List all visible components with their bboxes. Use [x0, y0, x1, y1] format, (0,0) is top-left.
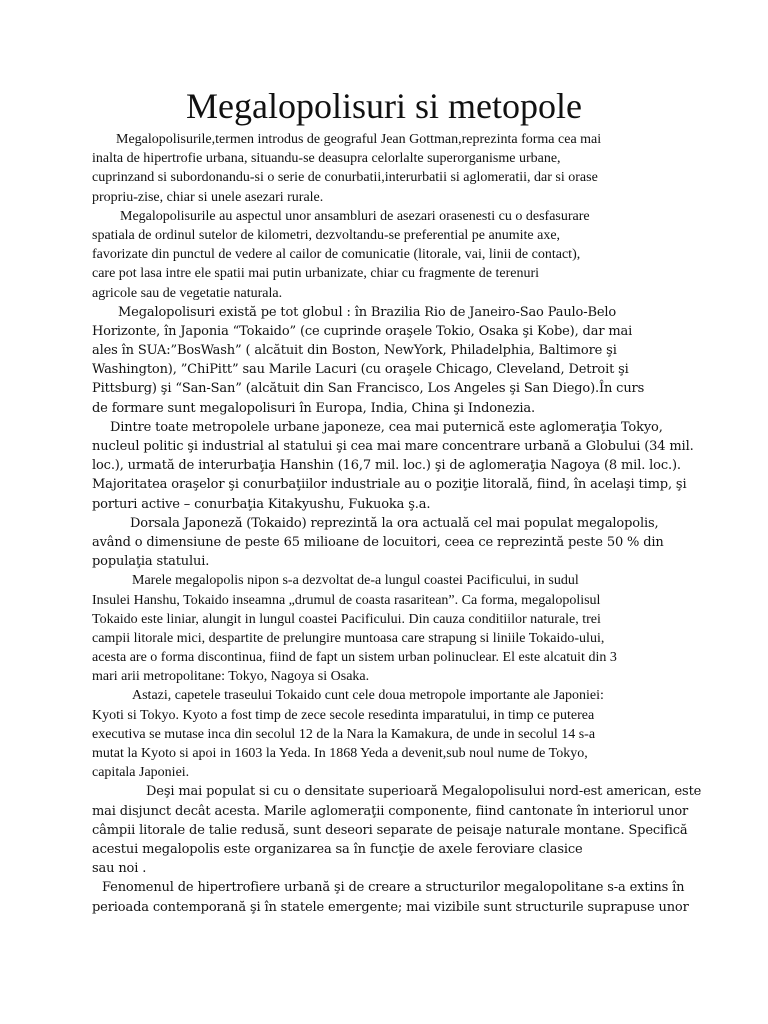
text-line: Kyoti si Tokyo. Kyoto a fost timp de zece secole resedinta imparatului, in timp ce puterea — [92, 707, 595, 723]
text-line: Dorsala Japoneză (Tokaido) reprezintă la ora actuală cel mai populat megalopolis, — [130, 515, 659, 531]
text-line: Deşi mai populat si cu o densitate superioară Megalopolisului nord-est american, este — [146, 784, 702, 800]
text-line: Tokaido este liniar, alungit in lungul coastei Pacificului. Din cauza conditiilor naturale, trei — [92, 611, 601, 627]
text-line: perioada contemporană şi în statele emergente; mai vizibile sunt structurile suprapuse unor — [92, 899, 689, 915]
text-line: având o dimensiune de peste 65 milioane de locuitori, ceea ce reprezintă peste 50 % din — [92, 534, 664, 550]
text-line: spatiala de ordinul sutelor de kilometri, dezvoltandu-se preferential pe anumite axe, — [92, 227, 561, 243]
text-line: nucleul politic şi industrial al statului şi cea mai mare concentrare urbană a Globului (34 mil. — [92, 439, 694, 454]
text-line: populaţia statului. — [92, 554, 210, 570]
text-line: Insulei Hanshu, Tokaido inseamna „drumul de coasta rasaritean”. Ca forma, megalopolisul — [92, 592, 601, 608]
text-line: acestui megalopolis este organizarea sa în funcţie de axele feroviare clasice — [92, 841, 583, 857]
text-line: Washington), ”ChiPitt” sau Marile Lacuri (cu oraşele Chicago, Cleveland, Detroit şi — [92, 362, 629, 378]
text-line: Megalopolisurile au aspectul unor ansambluri de asezari orasenesti cu o desfasurare — [120, 208, 590, 224]
text-line: de formare sunt megalopolisuri în Europa, India, China şi Indonezia. — [92, 400, 535, 416]
document-body — [92, 130, 702, 917]
text-line: inalta de hipertrofie urbana, situandu-se deasupra celorlalte superorganisme urbane, — [92, 151, 561, 167]
text-line: Pittsburg) şi “San-San” (alcătuit din San Francisco, Los Angeles şi San Diego).În curs — [92, 381, 645, 397]
text-line: Megalopolisurile,termen introdus de geograful Jean Gottman,reprezinta forma cea mai — [116, 132, 602, 147]
text-line: Astazi, capetele traseului Tokaido cunt cele doua metropole importante ale Japoniei: — [132, 688, 604, 704]
text-line: sau noi . — [92, 861, 147, 877]
text-line: agricole sau de vegetatie naturala. — [92, 285, 283, 301]
text-line: ales în SUA:”BosWash” ( alcătuit din Boston, NewYork, Philadelphia, Baltimore şi — [92, 343, 617, 359]
text-line: executiva se mutase inca din secolul 12 de la Nara la Kamakura, de unde in secolul 14 s-a — [92, 726, 596, 742]
text-line: campii litorale mici, despartite de prelungire muntoasa care strapung si liniile Tokaido-ului, — [92, 630, 605, 646]
text-line: mai disjunct decât acesta. Marile aglomeraţii componente, fiind cantonate în interiorul unor — [92, 803, 689, 819]
text-line: capitala Japoniei. — [92, 765, 190, 781]
text-line: acesta are o forma discontinua, fiind de fapt un sistem urban polinuclear. El este alcatuit din 3 — [92, 650, 617, 666]
text-line: mari arii metropolitane: Tokyo, Nagoya si Osaka. — [92, 669, 370, 685]
text-line: câmpii litorale de talie redusă, sunt deseori separate de peisaje naturale montane. Specifică — [92, 822, 688, 838]
text-line: care pot lasa intre ele spatii mai putin urbanizate, chiar cu fragmente de terenuri — [92, 266, 540, 282]
text-line: loc.), urmată de interurbaţia Hanshin (16,7 mil. loc.) şi de aglomeraţia Nagoya (8 mil. loc.). — [92, 458, 681, 474]
text-line: porturi active – conurbaţia Kitakyushu, Fukuoka ş.a. — [92, 496, 431, 512]
text-line: cuprinzand si subordonandu-si o serie de conurbatii,interurbatii si aglomeratii, dar si orase — [92, 170, 598, 186]
text-line: Majoritatea oraşelor şi conurbaţiilor industriale au o poziţie litorală, fiind, în acelaşi timp, şi — [92, 477, 687, 493]
text-line: Marele megalopolis nipon s-a dezvoltat de-a lungul coastei Pacificului, in sudul — [132, 573, 579, 589]
text-line: Horizonte, în Japonia “Tokaido” (ce cuprinde oraşele Tokio, Osaka şi Kobe), dar mai — [92, 323, 633, 339]
text-line: propriu-zise, chiar si unele asezari rurale. — [92, 189, 324, 205]
text-line: Dintre toate metropolele urbane japoneze, cea mai puternică este aglomeraţia Tokyo, — [110, 419, 663, 435]
text-line: mutat la Kyoto si apoi in 1603 la Yeda. In 1868 Yeda a devenit,sub noul nume de Tokyo, — [92, 746, 588, 761]
text-line: Fenomenul de hipertrofiere urbană şi de creare a structurilor megalopolitane s-a extins în — [102, 880, 685, 896]
text-line: Megalopolisuri există pe tot globul : în Brazilia Rio de Janeiro-Sao Paulo-Belo — [118, 304, 617, 320]
page-title: Megalopolisuri si metopole — [186, 86, 582, 126]
text-line: favorizate din punctul de vedere al cailor de comunicatie (litorale, vai, linii de contact), — [92, 247, 581, 263]
